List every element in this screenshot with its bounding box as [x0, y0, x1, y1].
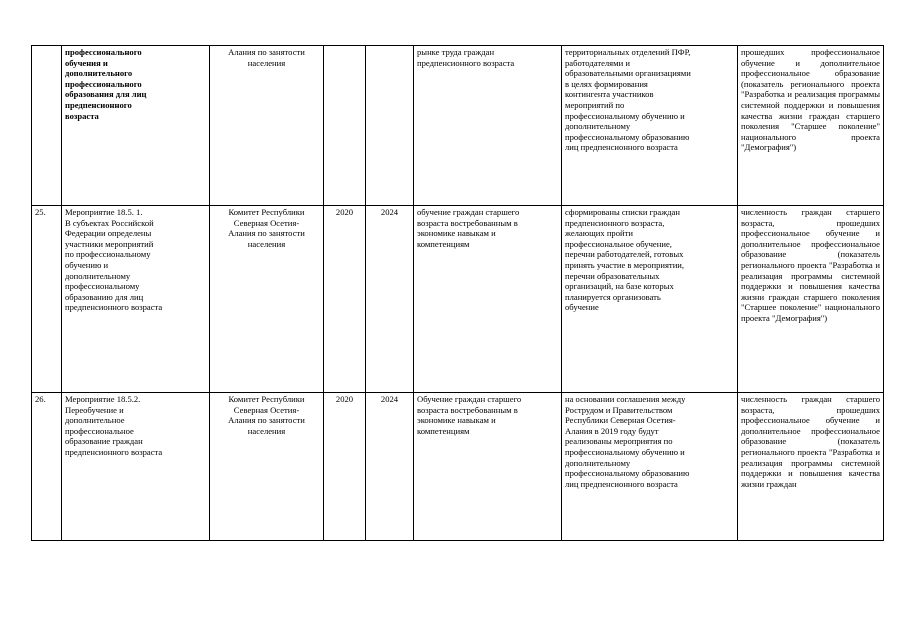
start-year-cell — [324, 46, 366, 206]
indicator-cell: численность граждан старшего возраста, прошедших профессиональное обучение и дополнительное профессиональное образование (показатель регионального проекта "Разработка и реализация программы системной поддержки и повышения качества жизни граждан старшего поколения "Старшее поколение" национального проекта "Демография") — [738, 206, 884, 393]
content-cell: рынке труда граждан предпенсионного возраста — [414, 46, 562, 206]
row-number-cell: 26. — [32, 393, 62, 541]
result-cell: сформированы списки граждан предпенсионного возраста, желающих пройти профессиональное обучение, перечни работодателей, готовых принять участие в мероприятии, перечни образовательных организаций, на базе которых планируется организовать обучение — [562, 206, 738, 393]
event-name-cell: Мероприятие 18.5.2. Переобучение и дополнительное профессиональное образование граждан предпенсионного возраста — [62, 393, 210, 541]
indicator-cell: прошедших профессиональное обучение и дополнительное профессиональное образование (показатель регионального проекта "Разработка и реализация программы системной поддержки и повышения качества жизни граждан старшего поколения "Старшее поколение" национального проекта "Демография") — [738, 46, 884, 206]
indicator-cell: численность граждан старшего возраста, прошедших профессиональное обучение и дополнительное профессиональное образование (показатель регионального проекта "Разработка и реализация программы системной поддержки и повышения качества жизни граждан — [738, 393, 884, 541]
result-cell: на основании соглашения между Рострудом и Правительством Республики Северная Осетия- Алания в 2019 году будут реализованы мероприятия по профессиональному обучению и дополнительному профессиональному образованию лиц предпенсионного возраста — [562, 393, 738, 541]
responsible-cell: Комитет Республики Северная Осетия- Алания по занятости населения — [210, 393, 324, 541]
content-cell: обучение граждан старшего возраста востребованным в экономике навыкам и компетенциям — [414, 206, 562, 393]
row-number-cell — [32, 46, 62, 206]
responsible-cell: Комитет Республики Северная Осетия- Алания по занятости населения — [210, 206, 324, 393]
end-year-cell: 2024 — [366, 206, 414, 393]
event-name-cell: Мероприятие 18.5. 1. В субъектах Российской Федерации определены участники мероприятий по профессиональному обучению и дополнительному профессиональному образованию для лиц предпенсионного возраста — [62, 206, 210, 393]
event-name-cell: профессионального обучения и дополнительного профессионального образования для лиц предпенсионного возраста — [62, 46, 210, 206]
result-cell: территориальных отделений ПФР, работодателями и образовательными организациями в целях формирования контингента участников мероприятий по профессиональному обучению и дополнительному профессиональному образованию лиц предпенсионного возраста — [562, 46, 738, 206]
responsible-cell: Алания по занятости населения — [210, 46, 324, 206]
row-number-cell: 25. — [32, 206, 62, 393]
end-year-cell: 2024 — [366, 393, 414, 541]
start-year-cell: 2020 — [324, 393, 366, 541]
table-row — [32, 46, 884, 206]
content-cell: Обучение граждан старшего возраста востребованным в экономике навыкам и компетенциям — [414, 393, 562, 541]
start-year-cell: 2020 — [324, 206, 366, 393]
measures-table — [31, 45, 884, 541]
table-row — [32, 393, 884, 541]
end-year-cell — [366, 46, 414, 206]
table-row — [32, 206, 884, 393]
